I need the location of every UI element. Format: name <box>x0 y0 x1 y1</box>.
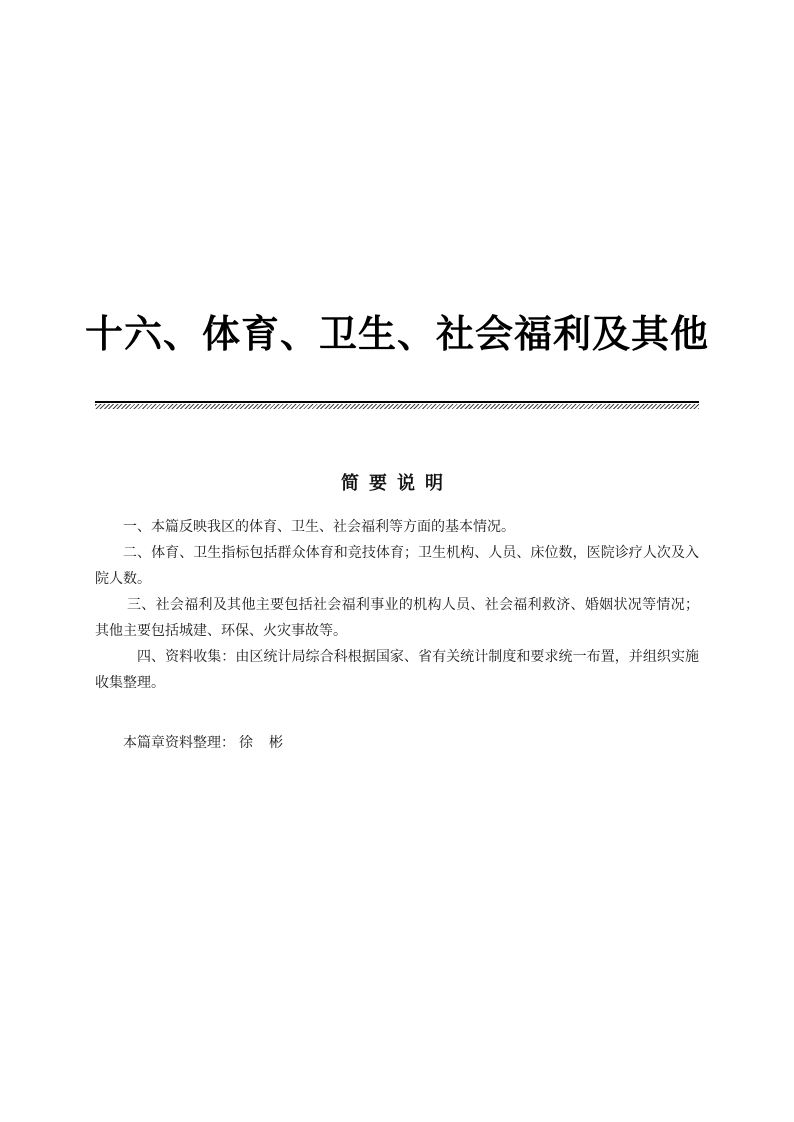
title-divider-solid <box>95 401 699 403</box>
compiler-credit <box>123 730 299 756</box>
paragraph-1: 一、本篇反映我区的体育、卫生、社会福利等方面的基本情况。 <box>123 519 515 535</box>
compiler-name: 徐彬 <box>239 735 299 751</box>
section-heading: 简要说明 <box>341 472 453 494</box>
compiler-label: 本篇章资料整理： <box>123 735 235 751</box>
paragraph-4: 四、资料收集：由区统计局综合科根据国家、省有关统计制度和要求统一布置，并组织实施收集整理。 <box>95 649 699 691</box>
explanation-body <box>95 514 699 696</box>
paragraph-2: 二、体育、卫生指标包括群众体育和竞技体育；卫生机构、人员、床位数，医院诊疗人次及入院人数。 <box>95 545 699 587</box>
chapter-title: 十六、体育、卫生、社会福利及其他 <box>84 312 709 357</box>
paragraph-3: 三、社会福利及其他主要包括社会福利事业的机构人员、社会福利救济、婚姻状况等情况；其他主要包括城建、环保、火灾事故等。 <box>95 597 699 639</box>
title-divider-hatched <box>95 404 699 409</box>
